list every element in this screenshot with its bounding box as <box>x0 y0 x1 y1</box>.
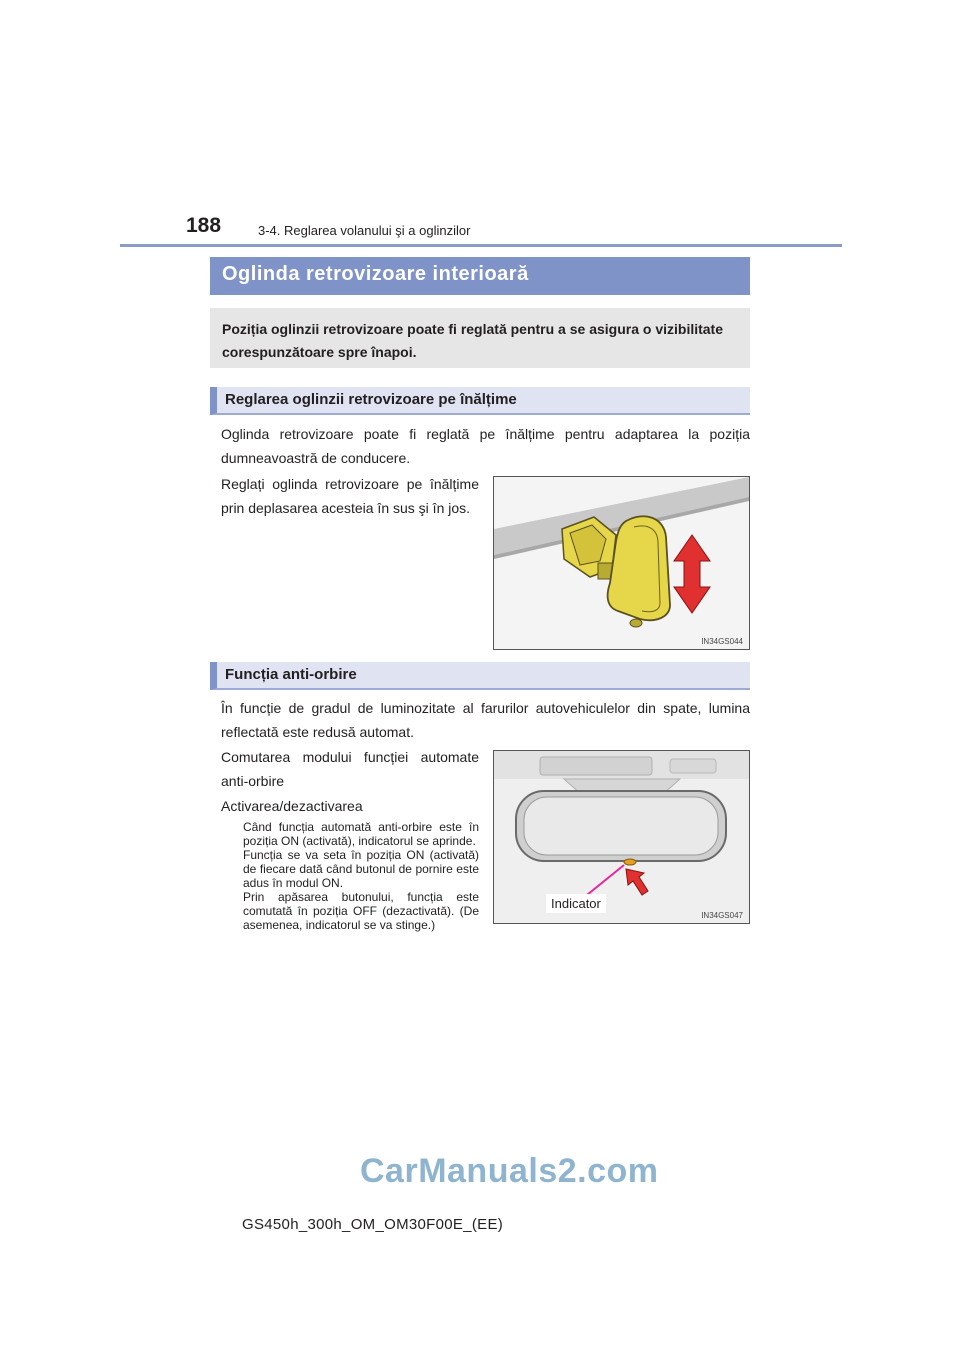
footer-model-code: GS450h_300h_OM_OM30F00E_(EE) <box>242 1216 504 1233</box>
intro-box: Poziția oglinzii retrovizoare poate fi reglată pentru a se asigura o vizibilitate corespunzătoare spre înapoi. <box>210 308 750 368</box>
page-title: Oglinda retrovizoare interioară <box>210 257 750 295</box>
mirror-height-illustration <box>494 477 749 649</box>
header-rule <box>120 244 842 247</box>
section-heading-anti-glare: Funcția anti-orbire <box>210 662 750 690</box>
height-instruction: Reglați oglinda retrovizoare pe înălțime prin deplasarea acesteia în sus şi în jos. <box>221 476 479 516</box>
indicator-light-icon <box>624 859 636 865</box>
figure-code: IN34GS044 <box>701 637 743 646</box>
running-header: 3-4. Reglarea volanului şi a oglinzilor <box>258 223 471 238</box>
anti-glare-figure <box>493 750 750 924</box>
height-paragraph: Oglinda retrovizoare poate fi reglată pe înălțime pentru adaptarea la poziția dumneavoastră de conducere. <box>221 426 750 466</box>
note-2: Funcția se va seta în poziția ON (activată) de fiecare dată când butonul de pornire este adus în modul ON. <box>243 848 479 890</box>
mirror-height-figure <box>493 476 750 650</box>
anti-glare-paragraph: În funcție de gradul de luminozitate al farurilor autovehiculelor din spate, lumina reflectată este redusă automat. <box>221 700 750 740</box>
toggle-label: Activarea/dezactivarea <box>221 798 363 814</box>
anti-glare-notes <box>243 820 479 932</box>
rearview-mirror-illustration <box>494 751 749 923</box>
mode-label: Comutarea modului funcției automate anti-orbire <box>221 749 479 789</box>
page-number: 188 <box>186 214 222 237</box>
note-3: Prin apăsarea butonului, funcția este comutată în poziția OFF (dezactivată). (De asemenea, indicatorul se va stinge.) <box>243 890 479 932</box>
note-1: Când funcția automată anti-orbire este în poziția ON (activată), indicatorul se aprinde. <box>243 820 479 848</box>
figure-code: IN34GS047 <box>701 911 743 920</box>
watermark: CarManuals2.com <box>360 1152 659 1190</box>
section-heading-height: Reglarea oglinzii retrovizoare pe înălțime <box>210 387 750 415</box>
indicator-label: Indicator <box>546 894 606 913</box>
